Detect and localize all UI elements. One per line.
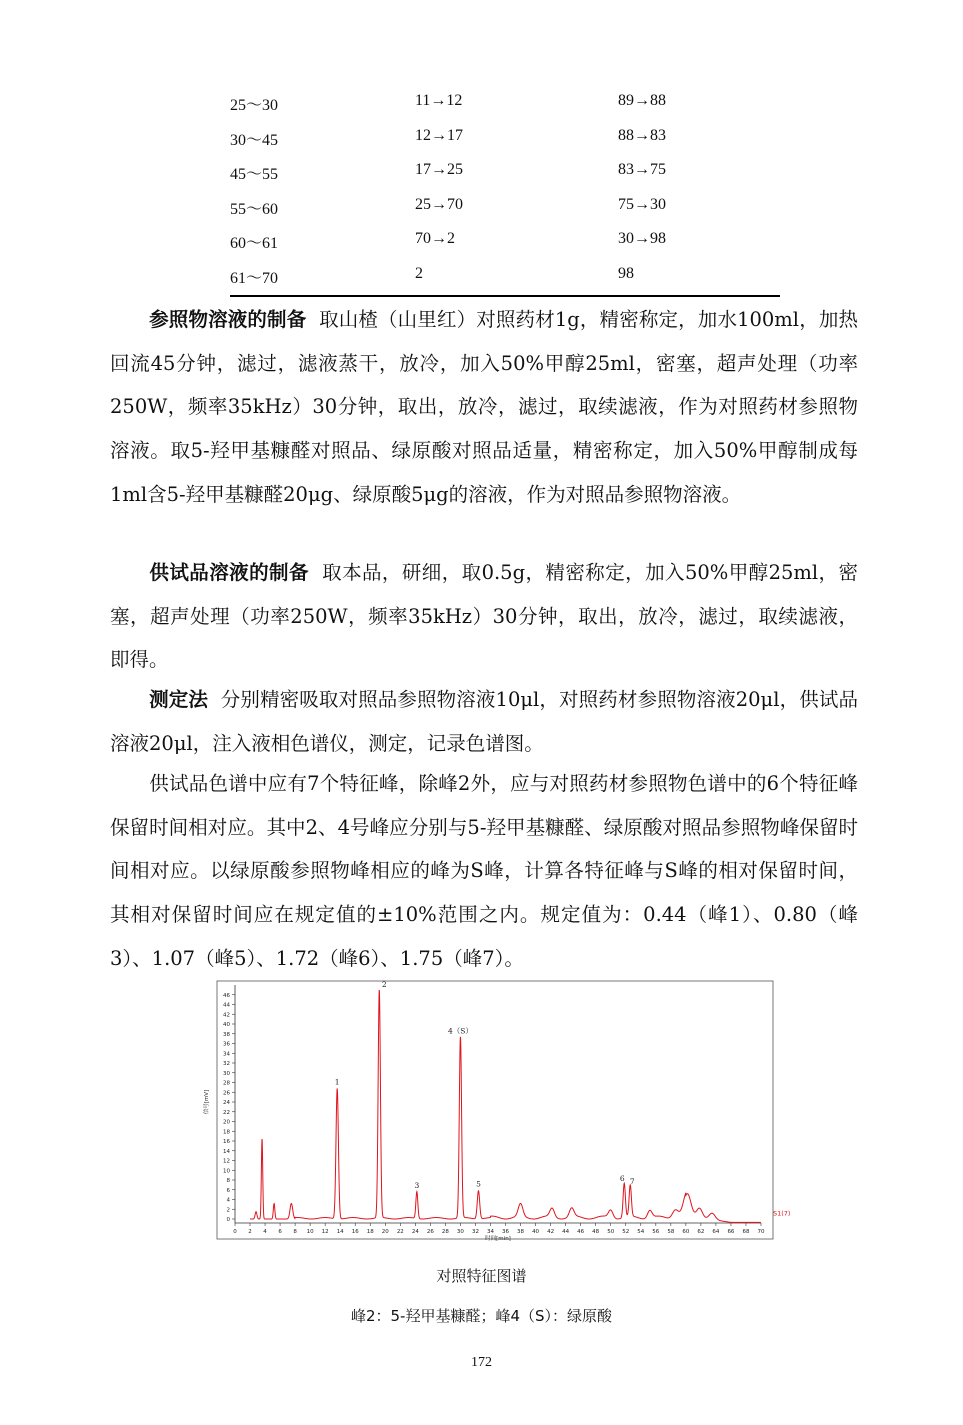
page-number: 172 [471, 1355, 492, 1370]
y-tick-label: 20 [223, 1119, 230, 1126]
y-tick-label: 26 [223, 1090, 230, 1097]
requirement-paragraph [110, 762, 858, 981]
y-tick-label: 22 [223, 1109, 230, 1116]
y-tick-label: 28 [223, 1080, 230, 1087]
table-row [230, 123, 780, 158]
y-tick-label: 32 [223, 1061, 230, 1067]
y-axis-label: 信号[mV] [204, 1089, 210, 1115]
table-bottom-rule [230, 295, 780, 297]
requirement-body: 供试品色谱中应有7个特征峰，除峰2外，应与对照药材参照物色谱中的6个特征峰保留时间相对应。其中2、4号峰应分别与5-羟甲基糠醛、绿原酸对照品参照物峰保留时间相对应。以绿原酸参照物峰相应的峰为S峰，计算各特征峰与S峰的相对保留时间，其相对保留时间应在规定值的±10%范围之内。规定值为：0.44（峰1）、0.80（峰3）、1.07（峰5）、1.72（峰6）、1.75（峰7）。 [110, 772, 858, 970]
figure-title: 对照特征图谱 [436, 1267, 527, 1285]
table-row [230, 261, 780, 296]
figure-note: 峰2：5-羟甲基糠醛；峰4（S）：绿原酸 [350, 1307, 613, 1325]
y-tick-label: 44 [223, 1002, 230, 1009]
x-tick-label: 56 [652, 1229, 660, 1235]
method-heading: 测定法 [149, 688, 209, 711]
table-cell: 55～60 [230, 200, 279, 218]
plot-frame [217, 981, 773, 1239]
x-axis-label: 时间[min] [485, 1236, 511, 1242]
x-tick-label: 44 [562, 1229, 570, 1235]
y-tick-label: 12 [223, 1158, 230, 1165]
x-tick-label: 0 [233, 1229, 237, 1235]
y-tick-label: 16 [223, 1139, 230, 1145]
y-tick-label: 46 [223, 992, 230, 999]
x-tick-label: 2 [248, 1229, 252, 1235]
peak-label: 6 [619, 1173, 625, 1183]
table-row [230, 192, 780, 227]
peak-label: 3 [414, 1181, 420, 1191]
peak-label: 5 [476, 1179, 481, 1189]
x-tick-label: 58 [667, 1229, 675, 1235]
x-tick-label: 28 [441, 1229, 449, 1235]
y-tick-label: 36 [223, 1041, 230, 1048]
table-row [230, 157, 780, 192]
table-cell: 88→83 [618, 126, 666, 144]
table-cell: 12→17 [415, 126, 463, 144]
y-tick-label: 30 [223, 1070, 230, 1077]
table-cell: 60～61 [230, 235, 279, 253]
y-tick-label: 40 [223, 1022, 230, 1028]
x-tick-label: 62 [697, 1229, 705, 1235]
y-tick-label: 18 [223, 1129, 230, 1136]
y-tick-label: 10 [223, 1168, 230, 1175]
peak-label: 4（S） [447, 1026, 473, 1036]
x-tick-label: 30 [456, 1229, 464, 1235]
table-cell: 61～70 [230, 269, 279, 287]
y-tick-label: 34 [223, 1051, 230, 1058]
x-tick-label: 42 [547, 1229, 555, 1235]
table-cell: 75→30 [618, 195, 666, 213]
table-cell: 70→2 [415, 230, 455, 248]
x-tick-label: 60 [682, 1229, 690, 1235]
x-tick-label: 36 [502, 1229, 510, 1235]
x-tick-label: 70 [757, 1229, 765, 1235]
y-tick-label: 42 [223, 1012, 230, 1019]
x-tick-label: 24 [411, 1229, 419, 1235]
x-tick-label: 8 [293, 1229, 297, 1235]
table-cell: 45～55 [230, 166, 279, 184]
table-cell: 25→70 [415, 195, 463, 213]
x-tick-label: 22 [396, 1229, 404, 1235]
series-label: S1(7) [773, 1209, 791, 1218]
x-tick-label: 48 [592, 1229, 600, 1235]
table-cell: 30→98 [618, 230, 666, 248]
y-tick-label: 4 [226, 1197, 230, 1204]
x-tick-label: 54 [637, 1229, 645, 1235]
x-tick-label: 26 [426, 1229, 434, 1235]
y-tick-label: 2 [226, 1207, 230, 1214]
x-tick-label: 18 [366, 1229, 374, 1235]
table-cell: 98 [618, 264, 634, 282]
peak-label: 2 [381, 979, 387, 989]
table-cell: 25～30 [230, 97, 279, 114]
x-tick-label: 4 [263, 1229, 267, 1235]
x-tick-label: 52 [622, 1229, 630, 1235]
peak-label: 7 [629, 1176, 635, 1186]
y-tick-label: 8 [226, 1178, 230, 1184]
x-tick-label: 68 [742, 1229, 750, 1235]
x-tick-label: 32 [471, 1229, 479, 1235]
reference-solution-body: 取山楂（山里红）对照药材1g，精密称定，加水100ml，加热回流45分钟，滤过，滤液蒸干，放冷，加入50%甲醇25ml，密塞，超声处理（功率250W，频率35kHz）30分钟，取出，放冷，滤过，取续滤液，作为对照药材参照物溶液。取5-羟甲基糠醛对照品、绿原酸对照品适量，精密称定，加入50%甲醇制成每1ml含5-羟甲基糠醛20μg、绿原酸5μg的溶液，作为对照品参照物溶液。 [110, 308, 858, 506]
x-tick-label: 14 [336, 1229, 344, 1235]
x-tick-label: 34 [486, 1229, 494, 1235]
y-tick-label: 24 [223, 1100, 230, 1106]
y-tick-label: 14 [223, 1148, 230, 1155]
table-cell: 17→25 [415, 161, 463, 179]
chromatogram-chart [195, 975, 795, 1245]
gradient-table [230, 88, 780, 296]
table-row [230, 88, 780, 123]
x-tick-label: 12 [321, 1229, 329, 1235]
table-cell: 83→75 [618, 161, 666, 179]
x-tick-label: 64 [712, 1229, 720, 1235]
peak-label: 1 [334, 1077, 340, 1087]
table-cell: 2 [415, 264, 423, 282]
y-tick-label: 38 [223, 1031, 230, 1038]
sample-solution-paragraph [110, 551, 858, 682]
table-row [230, 226, 780, 261]
x-tick-label: 40 [532, 1229, 540, 1235]
y-tick-label: 0 [226, 1217, 230, 1223]
x-tick-label: 16 [351, 1229, 359, 1235]
x-tick-label: 38 [517, 1229, 525, 1235]
chromatogram-svg [195, 975, 795, 1245]
y-tick-label: 6 [226, 1187, 230, 1194]
method-paragraph [110, 678, 858, 765]
x-tick-label: 66 [727, 1229, 735, 1235]
x-tick-label: 6 [278, 1229, 282, 1235]
reference-solution-heading: 参照物溶液的制备 [149, 308, 307, 331]
table-cell: 30～45 [230, 131, 279, 149]
reference-solution-paragraph [110, 298, 858, 517]
chromatogram-trace [250, 990, 761, 1222]
x-tick-label: 46 [577, 1229, 585, 1235]
x-tick-label: 10 [306, 1229, 314, 1235]
table-cell: 11→12 [415, 92, 463, 109]
sample-solution-heading: 供试品溶液的制备 [149, 561, 309, 584]
table-cell: 89→88 [618, 92, 666, 109]
x-tick-label: 50 [607, 1229, 615, 1235]
sample-solution-body: 取本品，研细，取0.5g，精密称定，加入50%甲醇25ml，密塞，超声处理（功率250W，频率35kHz）30分钟，取出，放冷，滤过，取续滤液，即得。 [110, 561, 858, 672]
x-tick-label: 20 [381, 1229, 389, 1235]
method-body: 分别精密吸取对照品参照物溶液10μl，对照药材参照物溶液20μl，供试品溶液20μl，注入液相色谱仪，测定，记录色谱图。 [110, 688, 858, 755]
